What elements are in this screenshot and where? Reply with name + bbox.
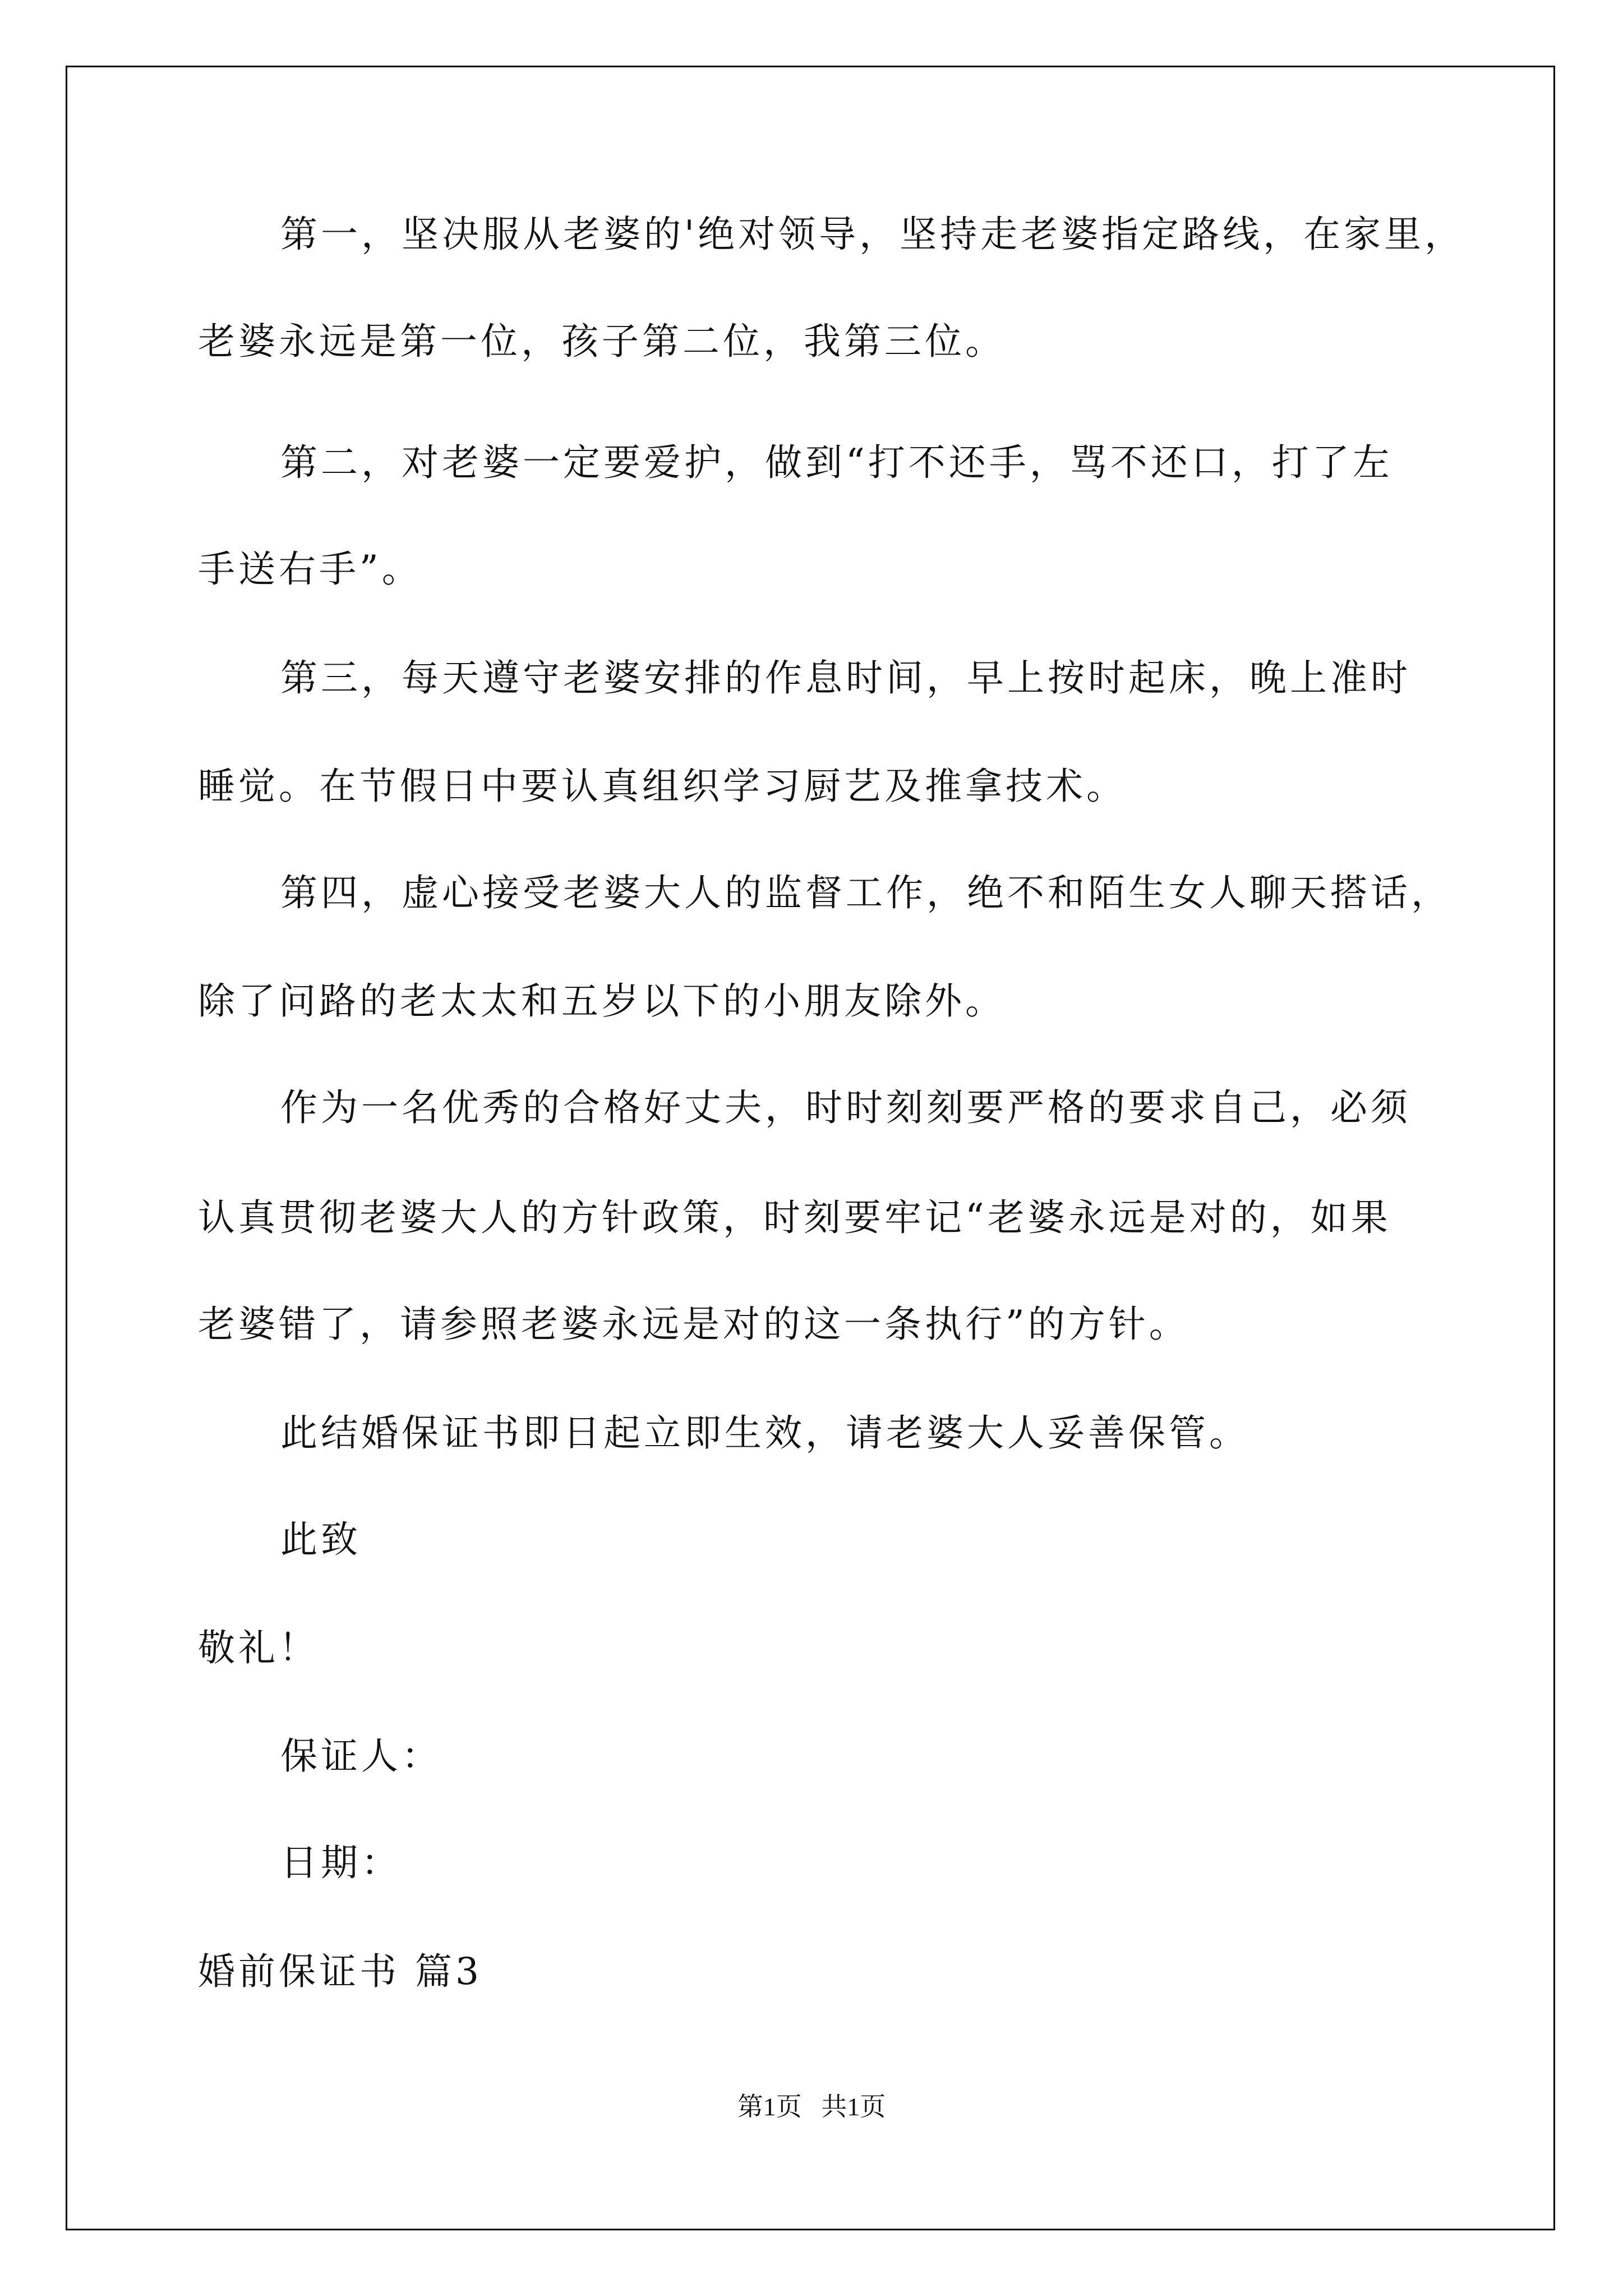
paragraph-line: 作为一名优秀的合格好丈夫，时时刻刻要严格的要求自己，必须 (280, 1086, 1411, 1129)
page-number-footer: 第1页 共1页 (737, 2092, 886, 2121)
section-heading: 婚前保证书 篇3 (198, 1950, 482, 1993)
paragraph-line: 老婆永远是第一位，孩子第二位，我第三位。 (198, 320, 1006, 363)
paragraph-line: 第四，虚心接受老婆大人的监督工作，绝不和陌生女人聊天搭话， (280, 871, 1451, 914)
paragraph-line: 此结婚保证书即日起立即生效，请老婆大人妥善保管。 (280, 1411, 1249, 1455)
guarantor-label: 保证人： (280, 1734, 442, 1778)
paragraph-line: 老婆错了，请参照老婆永远是对的这一条执行”的方针。 (198, 1303, 1189, 1346)
paragraph-line: 手送右手”。 (198, 547, 422, 591)
paragraph-line: 第一，坚决服从老婆的'绝对领导，坚持走老婆指定路线，在家里， (280, 213, 1465, 256)
paragraph-line: 认真贯彻老婆大人的方针政策，时刻要牢记“老婆永远是对的，如果 (198, 1196, 1391, 1239)
paragraph-line: 睡觉。在节假日中要认真组织学习厨艺及推拿技术。 (198, 765, 1127, 808)
paragraph-line: 第二，对老婆一定要爱护，做到“打不还手，骂不还口，打了左 (280, 441, 1393, 484)
paragraph-line: 除了问路的老太太和五岁以下的小朋友除外。 (198, 979, 1006, 1023)
closing-salutation: 此致 (280, 1518, 361, 1561)
closing-regards: 敬礼！ (198, 1626, 319, 1669)
date-label: 日期： (280, 1841, 402, 1884)
page-border (66, 66, 1555, 2230)
paragraph-line: 第三，每天遵守老婆安排的作息时间，早上按时起床，晚上准时 (280, 656, 1411, 700)
